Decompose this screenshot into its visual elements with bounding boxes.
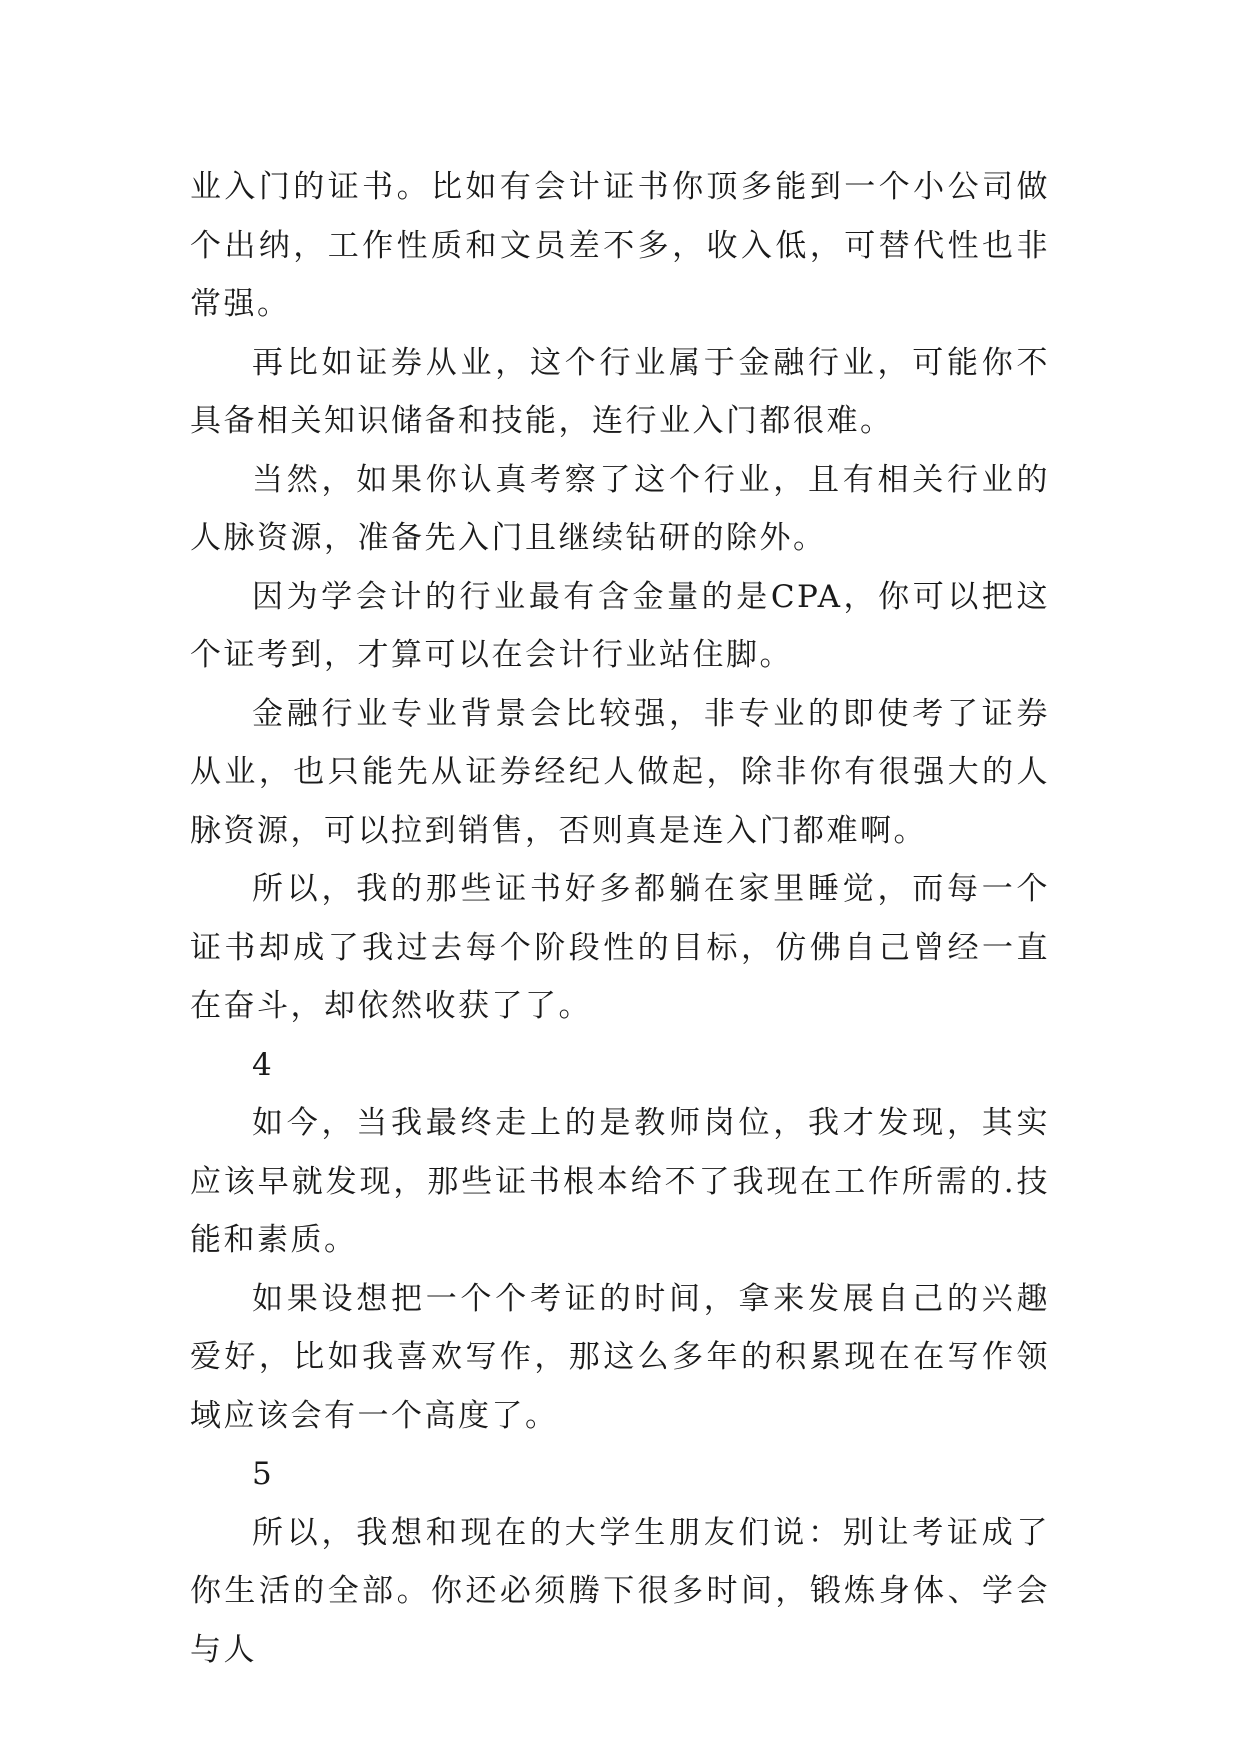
paragraph-2: 再比如证券从业，这个行业属于金融行业，可能你不具备相关知识储备和技能，连行业入门都很难。 bbox=[190, 344, 1050, 439]
paragraph-7: 如今，当我最终走上的是教师岗位，我才发现，其实应该早就发现，那些证书根本给不了我现在工作所需的.技能和素质。 bbox=[190, 1105, 1050, 1258]
paragraph-6: 所以，我的那些证书好多都躺在家里睡觉，而每一个证书却成了我过去每个阶段性的目标，仿佛自己曾经一直在奋斗，却依然收获了了。 bbox=[190, 871, 1050, 1024]
paragraph-9: 所以，我想和现在的大学生朋友们说：别让考证成了你生活的全部。你还必须腾下很多时间，锻炼身体、学会与人 bbox=[190, 1514, 1050, 1668]
paragraph-3: 当然，如果你认真考察了这个行业，且有相关行业的人脉资源，准备先入门且继续钻研的除外。 bbox=[190, 461, 1050, 556]
document-body bbox=[190, 158, 1050, 1679]
section-number-5: 5 bbox=[252, 1456, 272, 1492]
paragraph-5: 金融行业专业背景会比较强，非专业的即使考了证券从业，也只能先从证券经纪人做起，除非你有很强大的人脉资源，可以拉到销售，否则真是连入门都难啊。 bbox=[190, 695, 1050, 849]
paragraph-1: 业入门的证书。比如有会计证书你顶多能到一个小公司做个出纳，工作性质和文员差不多，收入低，可替代性也非常强。 bbox=[190, 169, 1050, 322]
paragraph-4: 因为学会计的行业最有含金量的是CPA，你可以把这个证考到，才算可以在会计行业站住脚。 bbox=[190, 578, 1050, 673]
section-number-4: 4 bbox=[252, 1046, 272, 1083]
paragraph-8: 如果设想把一个个考证的时间，拿来发展自己的兴趣爱好，比如我喜欢写作，那这么多年的积累现在在写作领域应该会有一个高度了。 bbox=[190, 1280, 1050, 1434]
